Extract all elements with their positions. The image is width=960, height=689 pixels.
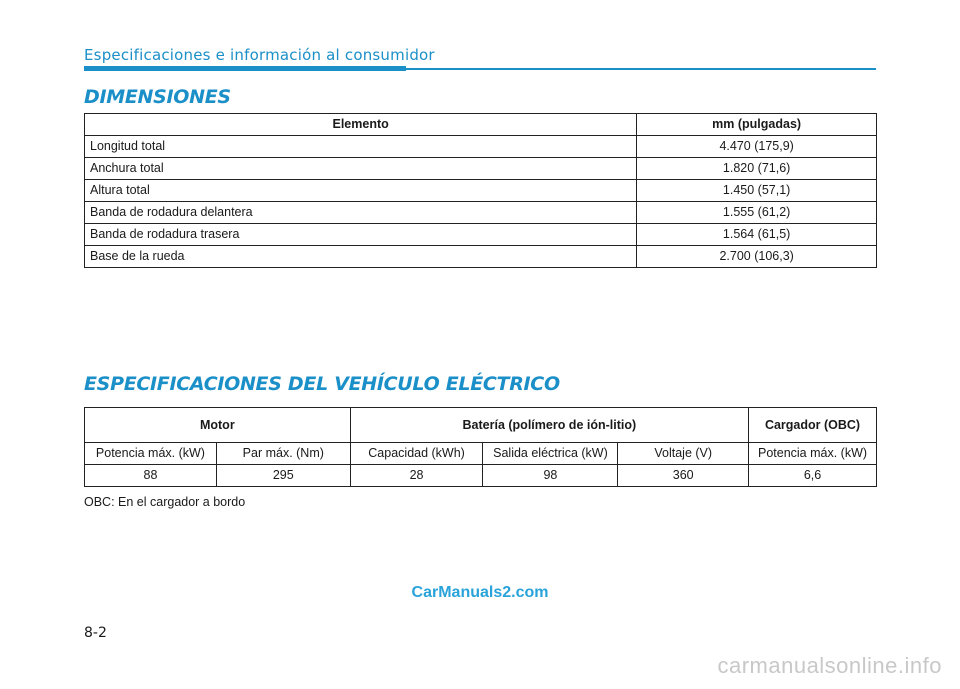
section-title: Especificaciones e información al consumidor: [84, 46, 435, 64]
cell-value: 98: [483, 465, 618, 487]
subheader: Potencia máx. (kW): [749, 443, 877, 465]
row-value: 1.450 (57,1): [637, 180, 877, 202]
row-label: Anchura total: [85, 158, 637, 180]
row-value: 1.820 (71,6): [637, 158, 877, 180]
table-row: [85, 246, 877, 268]
row-label: Altura total: [85, 180, 637, 202]
ev-specs-heading: ESPECIFICACIONES DEL VEHÍCULO ELÉCTRICO: [84, 373, 560, 395]
group-header-battery: Batería (polímero de ión-litio): [350, 408, 748, 443]
footer-watermark: carmanualsonline.info: [717, 653, 942, 678]
obc-note: OBC: En el cargador a bordo: [84, 495, 246, 509]
table-row: [85, 465, 877, 487]
column-header: mm (pulgadas): [637, 114, 877, 136]
table-group-header-row: [85, 408, 877, 443]
row-label: Base de la rueda: [85, 246, 637, 268]
subheader: Voltaje (V): [618, 443, 749, 465]
table-row: [85, 136, 877, 158]
column-header: Elemento: [85, 114, 637, 136]
table-row: [85, 158, 877, 180]
cell-value: 360: [618, 465, 749, 487]
table-row: [85, 224, 877, 246]
subheader: Salida eléctrica (kW): [483, 443, 618, 465]
page-number: 8-2: [84, 625, 107, 641]
row-label: Longitud total: [85, 136, 637, 158]
row-value: 1.564 (61,5): [637, 224, 877, 246]
header-rule-thick: [84, 66, 406, 71]
dimensions-heading: DIMENSIONES: [84, 86, 231, 108]
row-value: 1.555 (61,2): [637, 202, 877, 224]
ev-specs-table: [84, 407, 877, 487]
cell-value: 88: [85, 465, 217, 487]
watermark-link[interactable]: CarManuals2.com: [411, 584, 549, 601]
subheader: Par máx. (Nm): [216, 443, 350, 465]
group-header-motor: Motor: [85, 408, 351, 443]
row-value: 2.700 (106,3): [637, 246, 877, 268]
dimensions-table: [84, 113, 877, 268]
cell-value: 6,6: [749, 465, 877, 487]
subheader: Potencia máx. (kW): [85, 443, 217, 465]
header-rule-thin: [406, 68, 876, 70]
table-header-row: [85, 114, 877, 136]
cell-value: 28: [350, 465, 483, 487]
row-value: 4.470 (175,9): [637, 136, 877, 158]
group-header-charger: Cargador (OBC): [749, 408, 877, 443]
cell-value: 295: [216, 465, 350, 487]
table-subheader-row: [85, 443, 877, 465]
subheader: Capacidad (kWh): [350, 443, 483, 465]
row-label: Banda de rodadura trasera: [85, 224, 637, 246]
table-row: [85, 180, 877, 202]
row-label: Banda de rodadura delantera: [85, 202, 637, 224]
table-row: [85, 202, 877, 224]
